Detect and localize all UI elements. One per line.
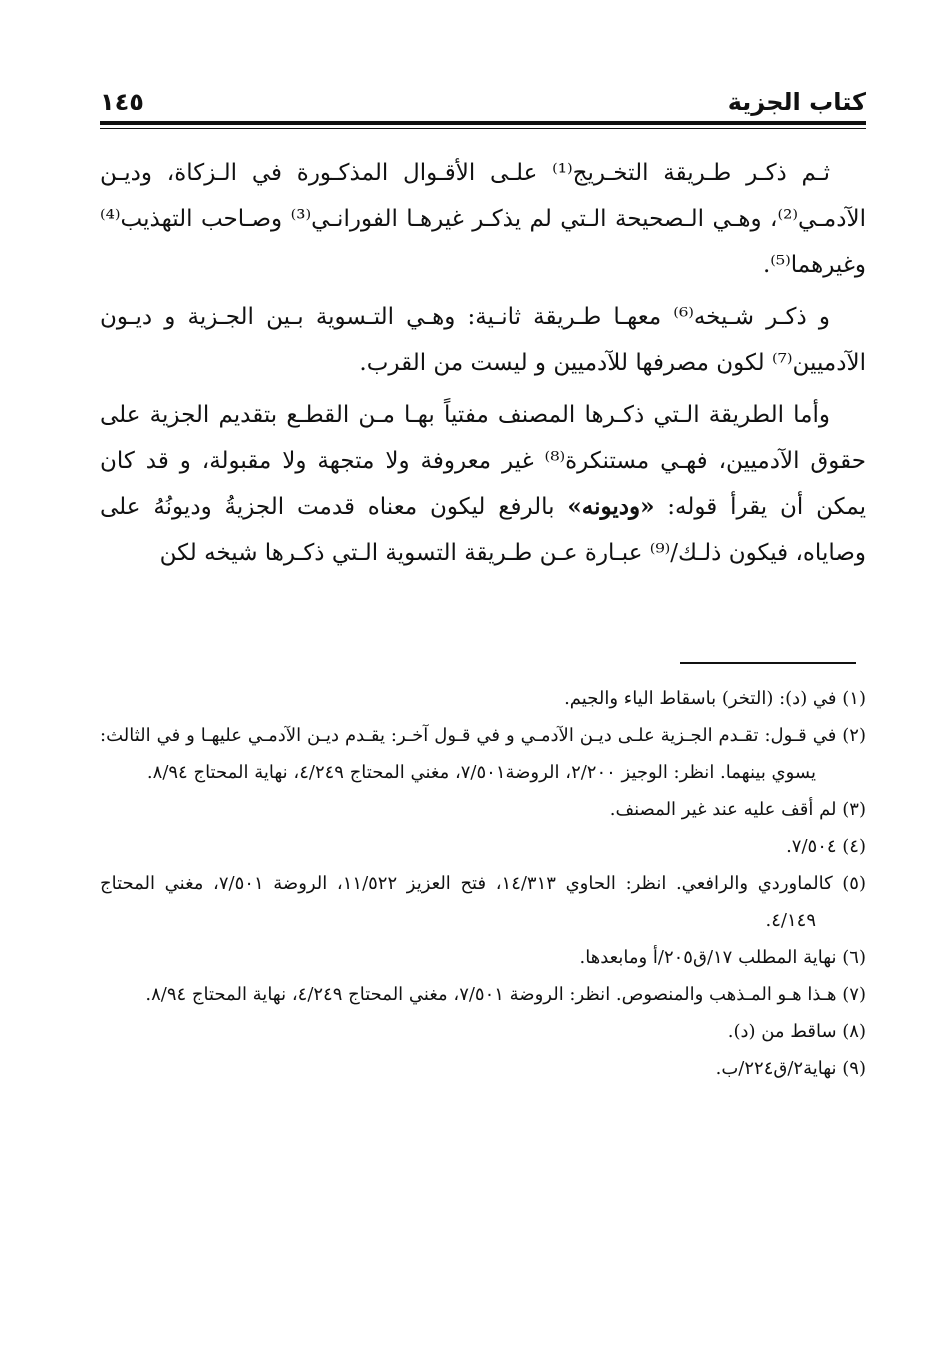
paragraph-3-quote: «وديونه» (567, 493, 655, 520)
header-rule-thin (100, 128, 866, 129)
footnote-6: (٦) نهاية المطلب ١٧/ق٢٠٥/أ ومابعدها. (579, 947, 866, 968)
footnote-1: (١) في (د): (التخر) باسقاط الياء والجيم. (564, 688, 866, 709)
footnote-3: (٣) لم أقف عليه عند غير المصنف. (609, 799, 866, 820)
chapter-title: كتاب الجزية (727, 88, 866, 116)
paragraph-2: و ذكـر شـيخه⁽⁶⁾ معهـا طـريقة ثانـية: وهـي التـسوية بـين الجـزية و ديـون الآدميين⁽⁷⁾ لكون مصرفها للآدميين و ليست من القرب. (100, 304, 866, 376)
page-header (100, 82, 866, 120)
footnote-7: (٧) هـذا هـو المـذهب والمنصوص. انظر: الروضة ٧/٥٠١، مغني المحتاج ٤/٢٤٩، نهاية المحتاج ٨/٩٤. (145, 984, 866, 1005)
page-number: ١٤٥ (100, 88, 144, 116)
footnote-8: (٨) ساقط من (د). (727, 1021, 866, 1042)
footnotes (100, 680, 866, 1087)
footnote-2: (٢) في قـول: تقـدم الجـزية علـى ديـن الآدمـي و في قـول آخـر: يقـدم ديـن الآدمـي عليهـا و في الثالث: يسوي بينهما. انظر: الوجيز ٢/٢٠٠، الروضة٧/٥٠١، مغني المحتاج ٤/٢٤٩، نهاية المحتاج ٨/٩٤. (100, 725, 866, 783)
footnote-separator (680, 662, 856, 664)
footnote-4: (٤) ٧/٥٠٤. (786, 836, 866, 857)
paragraph-1: ثـم ذكـر طـريقة التخـريج⁽¹⁾ علـى الأقـوال المذكـورة في الـزكاة، وديـن الآدمـي⁽²⁾، وهـي الـصحيحة الـتي لم يذكـر غيرهـا الفورانـي⁽³⁾ وصـاحب التهذيب⁽⁴⁾ وغيرهما⁽⁵⁾. (100, 160, 866, 278)
main-text (100, 150, 866, 582)
paragraph-3-text-b: بالرفع ليكون معناه قدمت الجزيةُ وديونُهُ على وصاياه، فيكون ذلـك/⁽⁹⁾ عبـارة عـن طـريقة التسوية الـتي ذكـرها شيخه لكن (100, 494, 866, 566)
paragraph-3 (100, 392, 866, 576)
footnote-5: (٥) كالماوردي والرافعي. انظر: الحاوي ١٤/٣١٣، فتح العزيز ١١/٥٢٢، الروضة ٧/٥٠١، مغني المحتاج ٤/١٤٩. (100, 873, 866, 931)
footnote-9: (٩) نهاية٢/ق٢٢٤/ب. (715, 1058, 866, 1079)
header-rule-thick (100, 121, 866, 125)
paragraph-3-text-a: وأما الطريقة الـتي ذكـرها المصنف مفتياً بهـا مـن القطـع بتقديم الجزية على حقوق الآدميين، فهـي مستنكرة⁽⁸⁾ غير معروفة ولا متجهة ولا مقبولة، و قد كان يمكن أن يقرأ قوله: (100, 402, 866, 520)
